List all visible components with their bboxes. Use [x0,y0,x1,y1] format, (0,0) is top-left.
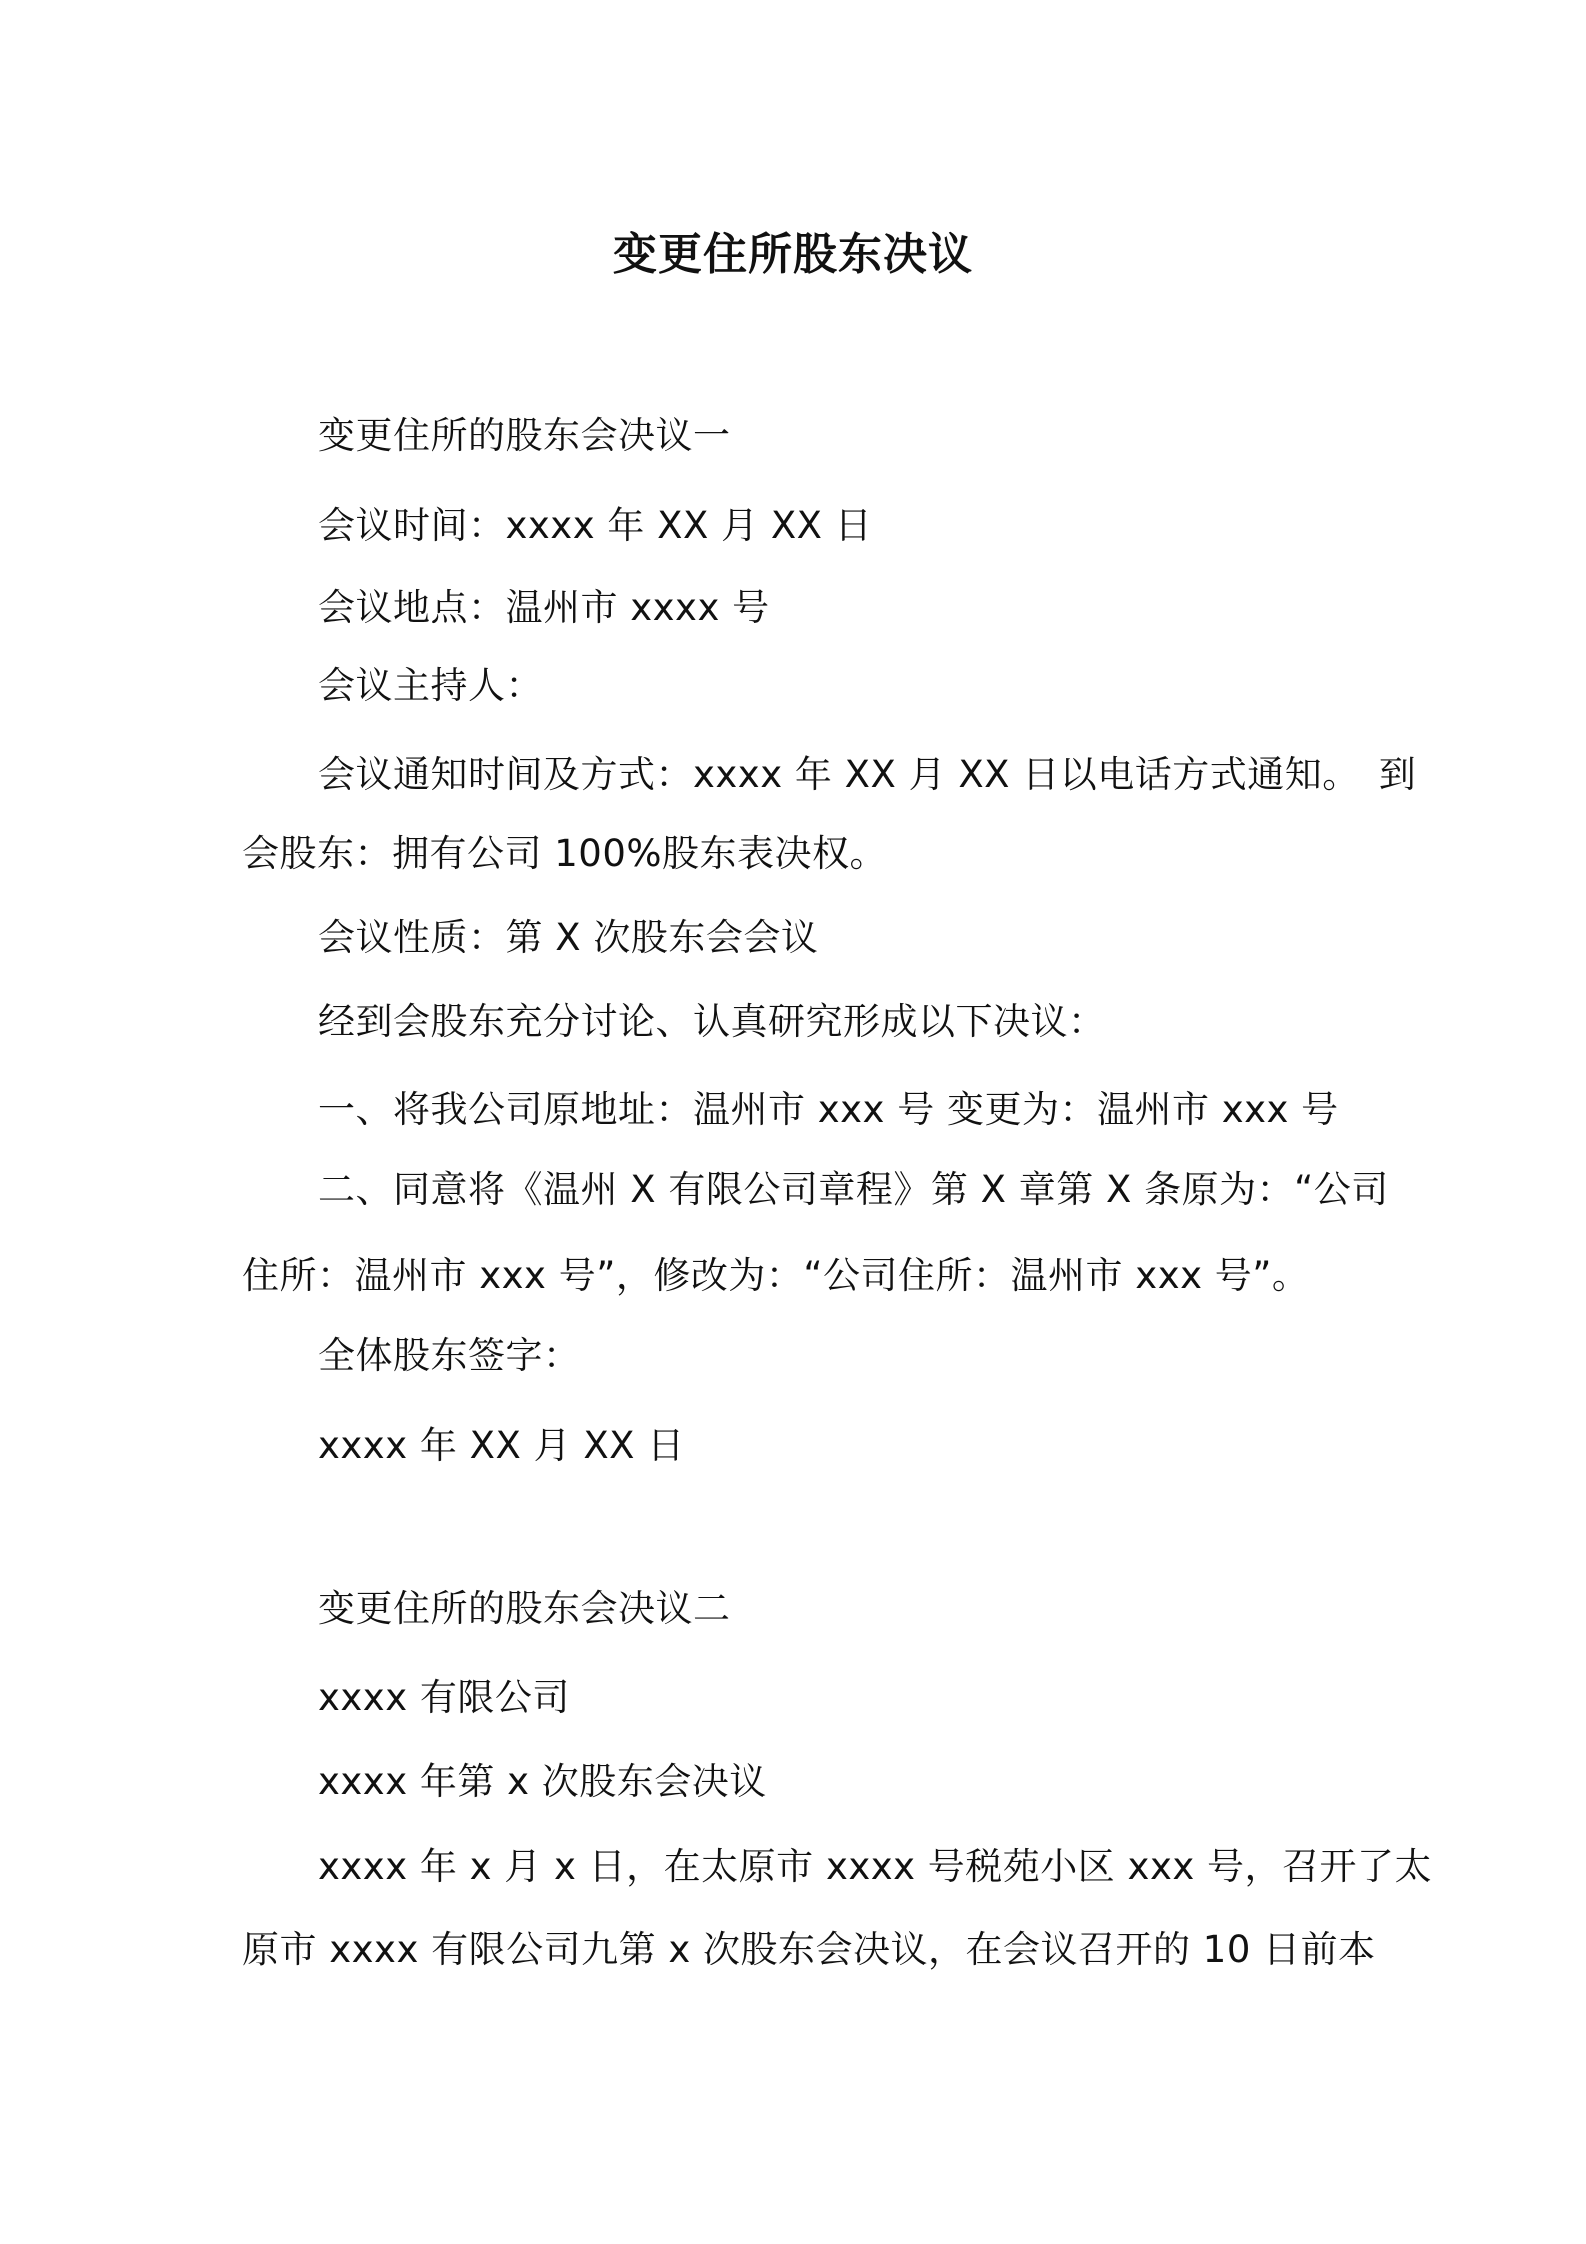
meeting-nature: 会议性质：第 X 次股东会会议 [318,916,819,959]
section2-heading: 变更住所的股东会决议二 [318,1587,731,1630]
meeting-time: 会议时间：xxxx 年 XX 月 XX 日 [318,504,873,547]
notice-line-2: 会股东：拥有公司 100%股东表决权。 [242,832,888,875]
notice-line-1: 会议通知时间及方式：xxxx 年 XX 月 XX 日以电话方式通知。 到 [318,753,1417,796]
shareholder-signature-label: 全体股东签字： [318,1334,581,1377]
paragraph-line-2: 原市 xxxx 有限公司九第 x 次股东会决议，在会议召开的 10 日前本 [242,1928,1376,1971]
resolution-2-line-2: 住所：温州市 xxx 号”，修改为：“公司住所：温州市 xxx 号”。 [242,1254,1310,1297]
resolution-2-line-1: 二、同意将《温州 X 有限公司章程》第 X 章第 X 条原为：“公司 [318,1168,1389,1211]
paragraph-line-1: xxxx 年 x 月 x 日，在太原市 xxxx 号税苑小区 xxx 号，召开了太 [318,1845,1433,1888]
discussion-statement: 经到会股东充分讨论、认真研究形成以下决议： [318,1000,1106,1043]
resolution-1: 一、将我公司原地址：温州市 xxx 号 变更为：温州市 xxx 号 [318,1088,1339,1131]
section1-heading: 变更住所的股东会决议一 [318,414,731,457]
meeting-host: 会议主持人： [318,664,543,707]
resolution-date: xxxx 年 XX 月 XX 日 [318,1424,685,1467]
document-title: 变更住所股东决议 [613,229,973,280]
meeting-place: 会议地点：温州市 xxxx 号 [318,586,770,629]
company-name: xxxx 有限公司 [318,1676,570,1719]
meeting-title: xxxx 年第 x 次股东会决议 [318,1760,767,1803]
